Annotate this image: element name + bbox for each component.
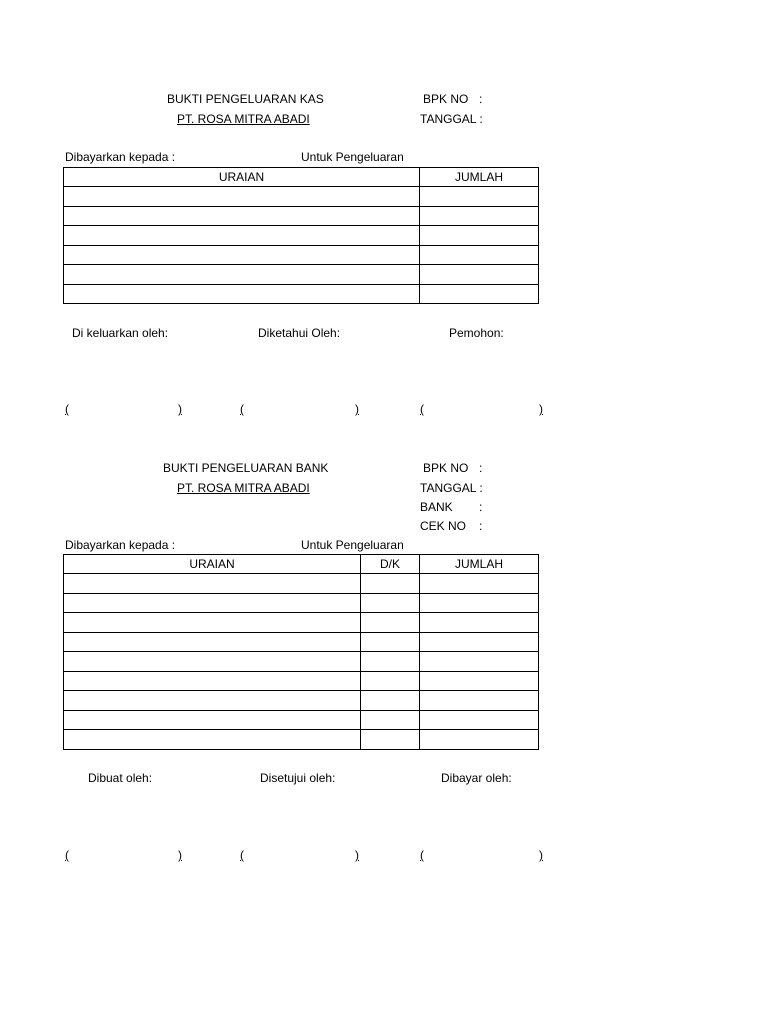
table-cell [420, 632, 539, 652]
table-cell [420, 652, 539, 672]
kas-header-jumlah: JUMLAH [420, 168, 539, 187]
bank-bpk-no-colon: : [479, 461, 483, 475]
bank-tanggal-label: TANGGAL : [420, 481, 483, 495]
table-cell [361, 691, 420, 711]
kas-signature-line-3 [420, 402, 543, 416]
table-cell [361, 632, 420, 652]
table-cell [64, 284, 420, 304]
table-cell [420, 284, 539, 304]
table-row [64, 671, 539, 691]
table-cell [420, 671, 539, 691]
sign-close: ) [355, 402, 359, 416]
kas-signature-label-requester: Pemohon: [449, 326, 504, 340]
sign-close: ) [539, 848, 543, 862]
bank-signature-label-paid: Dibayar oleh: [441, 771, 512, 785]
table-cell [64, 574, 361, 594]
sign-blank [424, 402, 539, 416]
table-row [64, 652, 539, 672]
bank-signature-line-3 [420, 848, 543, 862]
table-cell [420, 730, 539, 750]
table-cell [420, 245, 539, 265]
bank-signature-label-made: Dibuat oleh: [88, 771, 153, 785]
table-cell [64, 187, 420, 207]
table-cell [420, 206, 539, 226]
sign-open: ( [240, 402, 244, 416]
table-cell [64, 710, 361, 730]
table-cell [420, 691, 539, 711]
table-row [64, 613, 539, 633]
table-cell [361, 710, 420, 730]
table-cell [64, 652, 361, 672]
kas-signature-label-issued: Di keluarkan oleh: [72, 326, 169, 340]
table-row [64, 691, 539, 711]
bank-title: BUKTI PENGELUARAN BANK [163, 461, 329, 475]
table-row [64, 265, 539, 285]
table-cell [420, 187, 539, 207]
kas-bpk-no-colon: : [479, 92, 483, 106]
bank-signature-line-2 [240, 848, 359, 862]
table-cell [361, 593, 420, 613]
kas-signature-label-acknowledged: Diketahui Oleh: [258, 326, 341, 340]
sign-blank [244, 848, 355, 862]
sign-close: ) [355, 848, 359, 862]
bank-signature-label-approved: Disetujui oleh: [260, 771, 336, 785]
table-cell [420, 265, 539, 285]
kas-signature-line-1 [65, 402, 182, 416]
kas-table [63, 167, 539, 304]
table-cell [64, 730, 361, 750]
table-row [64, 245, 539, 265]
sign-open: ( [65, 848, 69, 862]
sign-blank [244, 402, 355, 416]
table-cell [361, 613, 420, 633]
table-cell [361, 671, 420, 691]
table-row [64, 206, 539, 226]
table-row [64, 226, 539, 246]
table-cell [420, 574, 539, 594]
sign-close: ) [178, 402, 182, 416]
bank-cek-no-label: CEK NO [420, 519, 467, 533]
bank-header-dk: D/K [361, 555, 420, 574]
sign-open: ( [420, 848, 424, 862]
kas-tanggal-label: TANGGAL : [420, 112, 483, 126]
bank-purpose-label: Untuk Pengeluaran [301, 538, 404, 552]
bank-bpk-no-label: BPK NO [423, 461, 469, 475]
bank-header-uraian: URAIAN [64, 555, 361, 574]
sign-open: ( [65, 402, 69, 416]
table-cell [64, 206, 420, 226]
bank-bank-label: BANK [420, 500, 453, 514]
table-cell [420, 226, 539, 246]
sign-blank [69, 848, 178, 862]
table-cell [361, 574, 420, 594]
table-cell [64, 632, 361, 652]
kas-bpk-no-label: BPK NO [423, 92, 469, 106]
table-cell [64, 245, 420, 265]
table-cell [420, 710, 539, 730]
table-row [64, 574, 539, 594]
table-cell [361, 730, 420, 750]
kas-table-header-row [64, 168, 539, 187]
table-row [64, 710, 539, 730]
table-row [64, 632, 539, 652]
table-cell [64, 226, 420, 246]
kas-signature-line-2 [240, 402, 359, 416]
table-cell [64, 613, 361, 633]
table-row [64, 593, 539, 613]
sign-blank [424, 848, 539, 862]
table-row [64, 730, 539, 750]
sign-open: ( [420, 402, 424, 416]
table-cell [64, 691, 361, 711]
sign-blank [69, 402, 178, 416]
sign-open: ( [240, 848, 244, 862]
bank-signature-line-1 [65, 848, 182, 862]
kas-header-uraian: URAIAN [64, 168, 420, 187]
bank-company-name: PT. ROSA MITRA ABADI [177, 481, 310, 495]
table-cell [64, 593, 361, 613]
bank-table-header-row [64, 555, 539, 574]
sign-close: ) [539, 402, 543, 416]
kas-paid-to-label: Dibayarkan kepada : [65, 150, 176, 164]
bank-paid-to-label: Dibayarkan kepada : [65, 538, 176, 552]
kas-purpose-label: Untuk Pengeluaran [301, 150, 404, 164]
bank-table [63, 554, 539, 750]
table-cell [420, 613, 539, 633]
table-cell [420, 593, 539, 613]
bank-cek-no-colon: : [479, 519, 483, 533]
table-row [64, 187, 539, 207]
sign-close: ) [178, 848, 182, 862]
table-cell [64, 671, 361, 691]
kas-title: BUKTI PENGELUARAN KAS [167, 92, 324, 106]
bank-header-jumlah: JUMLAH [420, 555, 539, 574]
table-cell [64, 265, 420, 285]
bank-bank-colon: : [479, 500, 483, 514]
table-cell [361, 652, 420, 672]
kas-company-name: PT. ROSA MITRA ABADI [177, 112, 310, 126]
table-row [64, 284, 539, 304]
